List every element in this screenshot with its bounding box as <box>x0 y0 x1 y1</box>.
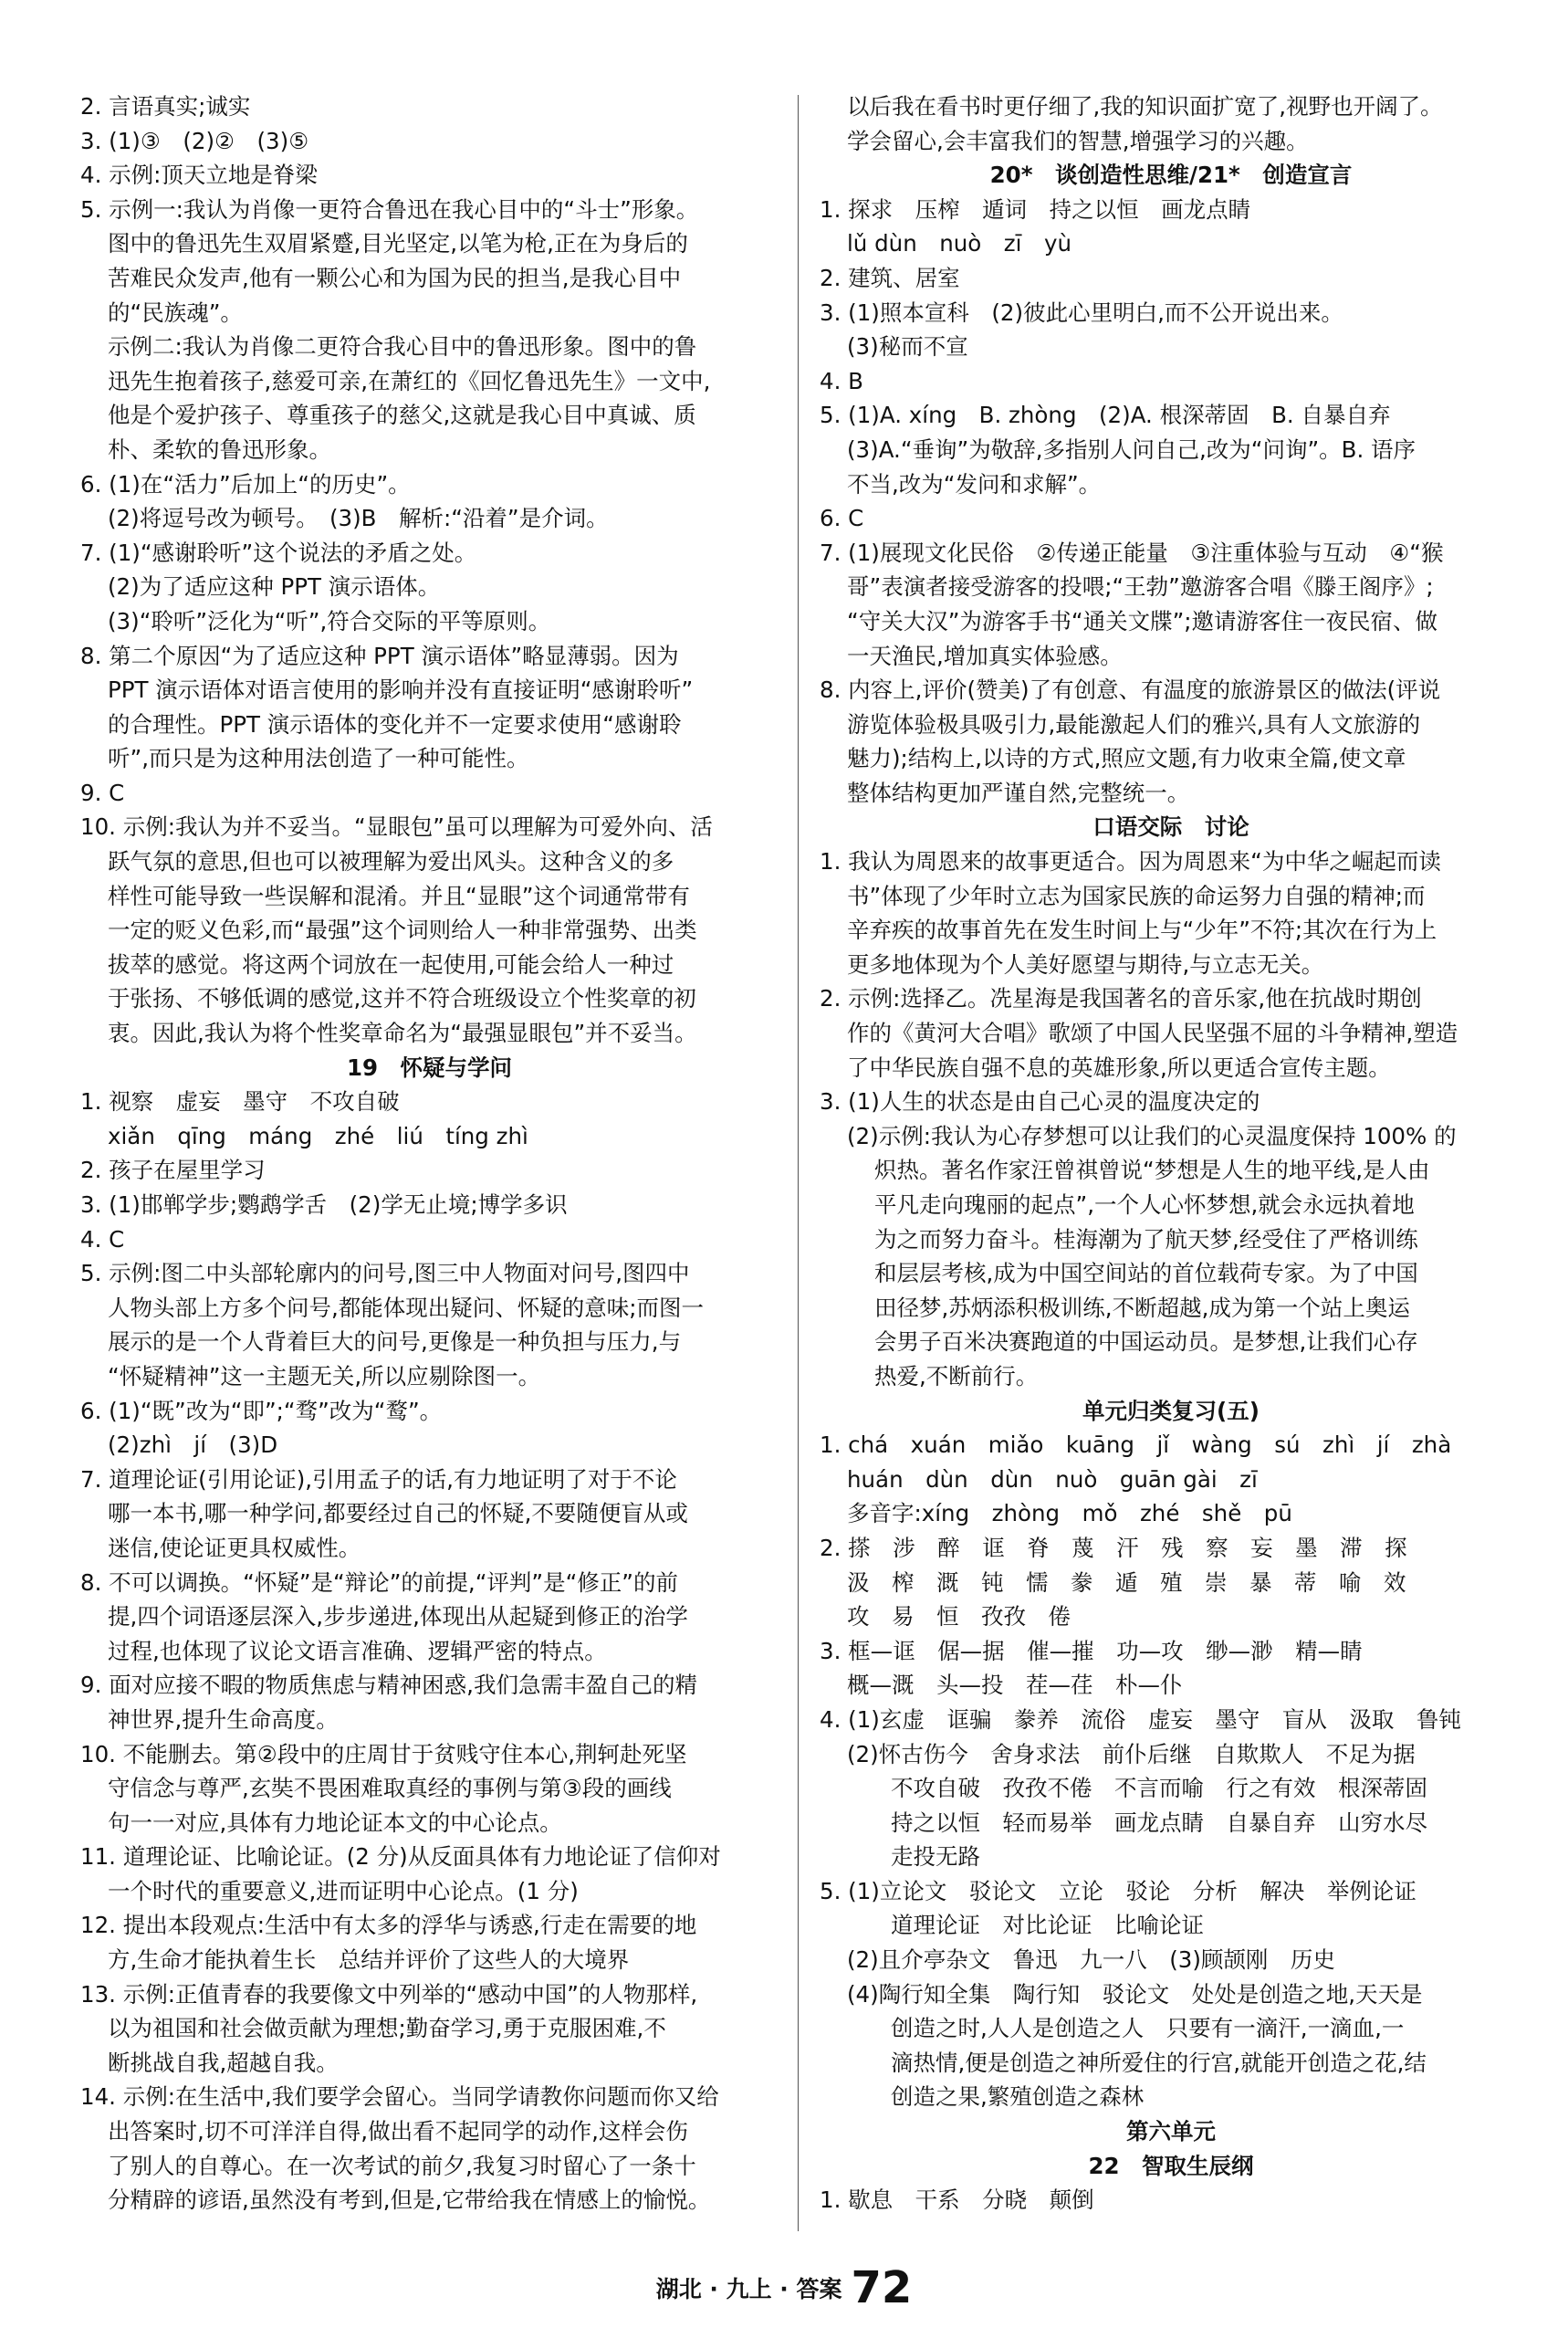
right-text-line: huán dùn dùn nuò guān gài zī <box>847 1465 1258 1493</box>
left-text-line: 一定的贬义色彩,而“最强”这个词则给人一种非常强势、出类 <box>108 917 697 944</box>
right-text-line: 和层层考核,成为中国空间站的首位载荷专家。为了中国 <box>874 1260 1418 1287</box>
right-text-line: 1. 歇息 干系 分晓 颠倒 <box>820 2186 1094 2214</box>
right-text-line: 概—溉 头—投 茬—荏 朴—仆 <box>847 1672 1183 1699</box>
left-text-line: 朴、柔软的鲁迅形象。 <box>108 435 331 463</box>
left-text-line: xiǎn qīng máng zhé liú tíng zhì <box>108 1122 528 1149</box>
right-text-line: 魅力);结构上,以诗的方式,照应文题,有力收束全篇,使文章 <box>847 745 1406 772</box>
left-text-line: 5. 示例:图二中头部轮廓内的问号,图三中人物面对问号,图四中 <box>80 1260 690 1287</box>
right-section-heading: 口语交际 讨论 <box>1092 813 1249 841</box>
left-text-line: 守信念与尊严,玄奘不畏困难取真经的事例与第③段的画线 <box>108 1775 672 1802</box>
right-text-line: (3)A.“垂询”为敬辞,多指别人问自己,改为“问询”。B. 语序 <box>847 435 1416 463</box>
right-text-line: (2)且介亭杂文 鲁迅 九一八 (3)顾颉刚 历史 <box>847 1946 1335 1974</box>
page-number: 72 <box>851 2262 913 2313</box>
left-text-line: 他是个爱护孩子、尊重孩子的慈父,这就是我心目中真诚、质 <box>108 402 696 429</box>
left-text-line: 断挑战自我,超越自我。 <box>108 2049 339 2076</box>
left-text-line: 句一一对应,具体有力地论证本文的中心论点。 <box>108 1809 562 1836</box>
right-text-line: 3. (1)人生的状态是由自己心灵的温度决定的 <box>820 1088 1260 1116</box>
right-text-line: (4)陶行知全集 陶行知 驳论文 处处是创造之地,天天是 <box>847 1980 1423 2008</box>
left-text-line: 以为祖国和社会做贡献为理想;勤奋学习,勇于克服困难,不 <box>108 2015 666 2042</box>
left-text-line: 2. 言语真实;诚实 <box>80 93 251 120</box>
left-text-line: 迷信,使论证更具权威性。 <box>108 1534 361 1561</box>
right-text-line: 作的《黄河大合唱》歌颂了中国人民坚强不屈的斗争精神,塑造 <box>847 1020 1458 1047</box>
right-text-line: lǔ dùn nuò zī yù <box>847 230 1071 257</box>
right-text-line: 了中华民族自强不息的英雄形象,所以更适合宣传主题。 <box>847 1054 1391 1081</box>
right-text-line: 不攻自破 孜孜不倦 不言而喻 行之有效 根深蒂固 <box>891 1775 1427 1802</box>
right-text-line: 不当,改为“发问和求解”。 <box>847 470 1102 498</box>
left-text-line: 9. C <box>80 779 125 806</box>
left-text-line: 衷。因此,我认为将个性奖章命名为“最强显眼包”并不妥当。 <box>108 1020 697 1047</box>
right-text-line: 1. 探求 压榨 遁词 持之以恒 画龙点睛 <box>820 195 1251 223</box>
right-text-line: 创造之时,人人是创造之人 只要有一滴汗,一滴血,一 <box>891 2015 1405 2042</box>
footer-label: 湖北 · 九上 · 答案 <box>655 2276 842 2302</box>
left-text-line: 样性可能导致一些误解和混淆。并且“显眼”这个词通常带有 <box>108 882 690 909</box>
right-text-line: (2)怀古伤今 舍身求法 前仆后继 自欺欺人 不足为据 <box>847 1740 1416 1767</box>
right-text-line: 会男子百米决赛跑道的中国运动员。是梦想,让我们心存 <box>874 1328 1418 1356</box>
left-text-line: 4. 示例:顶天立地是脊梁 <box>80 162 318 189</box>
left-text-line: 8. 第二个原因“为了适应这种 PPT 演示语体”略显薄弱。因为 <box>80 642 679 669</box>
right-text-line: 汲 榨 溉 钝 懦 豢 遁 殖 崇 暴 蒂 喻 效 <box>847 1568 1406 1596</box>
left-section-heading: 19 怀疑与学问 <box>346 1054 513 1081</box>
right-section-heading: 单元归类复习(五) <box>1082 1397 1260 1424</box>
left-text-line: 跃气氛的意思,但也可以被理解为爱出风头。这种含义的多 <box>108 848 674 876</box>
right-text-line: 5. (1)A. xíng B. zhòng (2)A. 根深蒂固 B. 自暴自弃 <box>820 402 1391 429</box>
left-text-line: PPT 演示语体对语言使用的影响并没有直接证明“感谢聆听” <box>108 676 694 704</box>
left-text-line: 10. 不能删去。第②段中的庄周甘于贫贱守住本心,荆轲赴死坚 <box>80 1740 687 1767</box>
left-text-line: 13. 示例:正值青春的我要像文中列举的“感动中国”的人物那样, <box>80 1980 698 2008</box>
left-text-line: 3. (1)邯郸学步;鹦鹉学舌 (2)学无止境;博学多识 <box>80 1191 568 1218</box>
right-text-line: 2. 搽 涉 醉 诓 脊 蔑 汗 残 察 妄 墨 滞 探 <box>820 1534 1407 1561</box>
right-section-heading: 22 智取生辰纲 <box>1088 2152 1254 2179</box>
left-text-line: 3. (1)③ (2)② (3)⑤ <box>80 127 309 154</box>
left-text-line: 9. 面对应接不暇的物质焦虑与精神困惑,我们急需丰盈自己的精 <box>80 1672 697 1699</box>
right-text-line: 哥”表演者接受游客的投喂;“王勃”邀游客合唱《滕王阁序》; <box>847 573 1434 601</box>
left-text-line: 的“民族魂”。 <box>108 299 243 326</box>
left-text-line: 展示的是一个人背着巨大的问号,更像是一种负担与压力,与 <box>108 1328 682 1356</box>
left-text-line: 7. (1)“感谢聆听”这个说法的矛盾之处。 <box>80 539 477 566</box>
right-text-line: 书”体现了少年时立志为国家民族的命运努力自强的精神;而 <box>847 882 1426 909</box>
left-text-line: 的合理性。PPT 演示语体的变化并不一定要求使用“感谢聆 <box>108 710 682 738</box>
right-text-line: (2)示例:我认为心存梦想可以让我们的心灵温度保持 100% 的 <box>847 1122 1457 1149</box>
left-text-line: 方,生命才能执着生长 总结并评价了这些人的大境界 <box>108 1946 630 1974</box>
right-text-line: 1. chá xuán miǎo kuāng jǐ wàng sú zhì jí zhà <box>820 1431 1452 1459</box>
right-section-heading: 第六单元 <box>1126 2118 1216 2145</box>
right-text-line: 1. 我认为周恩来的故事更适合。因为周恩来“为中华之崛起而读 <box>820 848 1441 876</box>
left-text-line: 出答案时,切不可洋洋自得,做出看不起同学的动作,这样会伤 <box>108 2118 688 2145</box>
right-text-line: 以后我在看书时更仔细了,我的知识面扩宽了,视野也开阔了。 <box>847 93 1443 120</box>
right-text-line: 为之而努力奋斗。桂海潮为了航天梦,经受住了严格训练 <box>874 1225 1418 1253</box>
right-text-line: “守关大汉”为游客手书“通关文牒”;邀请游客住一夜民宿、做 <box>847 607 1438 634</box>
left-text-line: 12. 提出本段观点:生活中有太多的浮华与诱惑,行走在需要的地 <box>80 1912 697 1939</box>
left-text-line: 14. 示例:在生活中,我们要学会留心。当同学请教你问题而你又给 <box>80 2083 719 2111</box>
right-text-line: 多音字:xíng zhòng mǒ zhé shě pū <box>847 1500 1292 1527</box>
left-text-line: 2. 孩子在屋里学习 <box>80 1157 266 1184</box>
left-text-line: 6. (1)“既”改为“即”;“骛”改为“鹜”。 <box>80 1397 443 1424</box>
left-text-line: 11. 道理论证、比喻论证。(2 分)从反面具体有力地论证了信仰对 <box>80 1843 721 1871</box>
right-text-line: 8. 内容上,评价(赞美)了有创意、有温度的旅游景区的做法(评说 <box>820 676 1441 704</box>
left-text-line: 5. 示例一:我认为肖像一更符合鲁迅在我心目中的“斗士”形象。 <box>80 195 699 223</box>
right-text-line: 游览体验极具吸引力,最能激起人们的雅兴,具有人文旅游的 <box>847 710 1421 738</box>
right-text-line: 整体结构更加严谨自然,完整统一。 <box>847 779 1190 806</box>
right-text-line: 4. B <box>820 367 863 394</box>
left-text-line: 提,四个词语逐层深入,步步递进,体现出从起疑到修正的治学 <box>108 1603 688 1631</box>
right-text-line: 炽热。著名作家汪曾祺曾说“梦想是人生的地平线,是人由 <box>874 1157 1430 1184</box>
right-text-line: 3. 框—诓 倨—据 催—摧 功—攻 缈—渺 精—睛 <box>820 1637 1363 1664</box>
left-text-line: 于张扬、不够低调的感觉,这并不符合班级设立个性奖章的初 <box>108 985 696 1012</box>
right-text-line: 学会留心,会丰富我们的智慧,增强学习的兴趣。 <box>847 127 1309 154</box>
right-text-line: 2. 建筑、居室 <box>820 264 960 291</box>
right-text-line: 滴热情,便是创造之神所爱住的行宫,就能开创造之花,结 <box>891 2049 1427 2076</box>
left-text-line: 分精辟的谚语,虽然没有考到,但是,它带给我在情感上的愉悦。 <box>108 2186 711 2214</box>
left-text-line: (3)“聆听”泛化为“听”,符合交际的平等原则。 <box>108 607 551 634</box>
right-text-line: 2. 示例:选择乙。冼星海是我国著名的音乐家,他在抗战时期创 <box>820 985 1422 1012</box>
right-text-line: 4. (1)玄虚 诓骗 豢养 流俗 虚妄 墨守 盲从 汲取 鲁钝 <box>820 1705 1461 1733</box>
left-text-line: 示例二:我认为肖像二更符合我心目中的鲁迅形象。图中的鲁 <box>108 333 697 361</box>
right-text-line: 3. (1)照本宣科 (2)彼此心里明白,而不公开说出来。 <box>820 299 1343 326</box>
right-text-line: 平凡走向瑰丽的起点”,一个人心怀梦想,就会永远执着地 <box>874 1191 1415 1218</box>
right-column <box>820 89 1522 2218</box>
left-text-line: 人物头部上方多个问号,都能体现出疑问、怀疑的意味;而图一 <box>108 1294 705 1321</box>
right-text-line: 持之以恒 轻而易举 画龙点睛 自暴自弃 山穷水尽 <box>891 1809 1427 1836</box>
right-text-line: 7. (1)展现文化民俗 ②传递正能量 ③注重体验与互动 ④“猴 <box>820 539 1444 566</box>
right-text-line: 攻 易 恒 孜孜 倦 <box>847 1603 1071 1631</box>
right-text-line: 走投无路 <box>891 1843 980 1871</box>
right-text-line: 辛弃疾的故事首先在发生时间上与“少年”不符;其次在行为上 <box>847 917 1437 944</box>
right-text-line: 道理论证 对比论证 比喻论证 <box>891 1912 1204 1939</box>
right-text-line: 6. C <box>820 505 864 532</box>
left-text-line: 听”,而只是为这种用法创造了一种可能性。 <box>108 745 529 772</box>
left-text-line: (2)zhì jí (3)D <box>108 1431 278 1459</box>
left-text-line: 6. (1)在“活力”后加上“的历史”。 <box>80 470 411 498</box>
right-text-line: 田径梦,苏炳添积极训练,不断超越,成为第一个站上奥运 <box>874 1294 1410 1321</box>
right-text-line: (3)秘而不宣 <box>847 333 968 361</box>
page-footer <box>0 2262 1568 2313</box>
right-text-line: 更多地体现为个人美好愿望与期待,与立志无关。 <box>847 950 1324 978</box>
left-text-line: 10. 示例:我认为并不妥当。“显眼包”虽可以理解为可爱外向、活 <box>80 813 713 841</box>
right-text-line: 5. (1)立论文 驳论文 立论 驳论 分析 解决 举例论证 <box>820 1877 1416 1904</box>
left-text-line: 4. C <box>80 1225 125 1253</box>
left-text-line: 哪一本书,哪一种学问,都要经过自己的怀疑,不要随便盲从或 <box>108 1500 688 1527</box>
left-text-line: “怀疑精神”这一主题无关,所以应剔除图一。 <box>108 1362 541 1389</box>
left-text-line: 图中的鲁迅先生双眉紧蹙,目光坚定,以笔为枪,正在为身后的 <box>108 230 688 257</box>
right-section-heading: 20* 谈创造性思维/21* 创造宣言 <box>989 162 1353 189</box>
left-text-line: 迅先生抱着孩子,慈爱可亲,在萧红的《回忆鲁迅先生》一文中, <box>108 367 711 394</box>
left-text-line: 拔萃的感觉。将这两个词放在一起使用,可能会给人一种过 <box>108 950 674 978</box>
left-text-line: 过程,也体现了议论文语言准确、逻辑严密的特点。 <box>108 1637 607 1664</box>
right-text-line: 创造之果,繁殖创造之森林 <box>891 2083 1145 2111</box>
left-text-line: 苦难民众发声,他有一颗公心和为国为民的担当,是我心目中 <box>108 264 682 291</box>
left-text-line: 1. 视察 虚妄 墨守 不攻自破 <box>80 1088 400 1116</box>
left-text-line: 一个时代的重要意义,进而证明中心论点。(1 分) <box>108 1877 579 1904</box>
column-divider <box>798 95 799 2231</box>
right-text-line: 一天渔民,增加真实体验感。 <box>847 642 1123 669</box>
left-text-line: 7. 道理论证(引用论证),引用孟子的话,有力地证明了对于不论 <box>80 1465 677 1493</box>
left-text-line: (2)将逗号改为顿号。 (3)B 解析:“沿着”是介词。 <box>108 505 609 532</box>
left-column <box>80 89 779 2218</box>
left-text-line: 8. 不可以调换。“怀疑”是“辩论”的前提,“评判”是“修正”的前 <box>80 1568 678 1596</box>
left-text-line: (2)为了适应这种 PPT 演示语体。 <box>108 573 441 601</box>
left-text-line: 神世界,提升生命高度。 <box>108 1705 339 1733</box>
right-text-line: 热爱,不断前行。 <box>874 1362 1039 1389</box>
left-text-line: 了别人的自尊心。在一次考试的前夕,我复习时留心了一条十 <box>108 2152 696 2179</box>
